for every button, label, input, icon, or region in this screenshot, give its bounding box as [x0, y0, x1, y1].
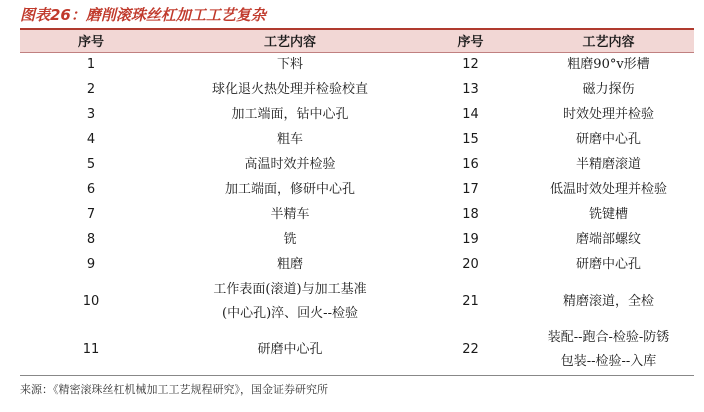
process-cell: [523, 52, 694, 77]
process-text-line: 粗磨: [276, 256, 303, 272]
process-cell: [523, 177, 694, 202]
process-cell: [523, 202, 694, 227]
seq-cell: 20: [462, 256, 479, 272]
header-process-1: 工艺内容: [162, 30, 418, 52]
process-cell: [523, 227, 694, 252]
process-table: [20, 30, 694, 376]
seq-cell: 7: [86, 206, 96, 222]
process-text-line: (中心孔)淬、回火--检验: [222, 305, 358, 321]
seq-cell: 8: [86, 231, 96, 247]
process-cell: [523, 152, 694, 177]
process-text-line: 铣键槽: [588, 206, 628, 222]
seq-cell: 18: [462, 206, 479, 222]
seq-cell: 14: [462, 106, 479, 122]
seq-cell: 17: [462, 181, 479, 197]
process-text-line: 研磨中心孔: [257, 342, 323, 358]
process-cell: [162, 177, 418, 202]
process-cell: [162, 252, 418, 277]
process-cell: [162, 326, 418, 375]
seq-cell: 2: [86, 81, 96, 97]
process-text-line: 研磨中心孔: [575, 256, 641, 272]
process-cell: [523, 102, 694, 127]
seq-cell: 4: [86, 131, 96, 147]
process-text-line: 装配--跑合-检验-防锈: [547, 330, 670, 346]
seq-cell: 1: [86, 56, 96, 72]
seq-cell: 9: [86, 256, 96, 272]
process-text-line: 磨端部螺纹: [575, 231, 641, 247]
table-row: [20, 102, 694, 127]
process-text-line: 粗磨90°v形槽: [567, 56, 650, 72]
figure-title: 图表26：磨削滚珠丝杠加工工艺复杂: [20, 6, 266, 24]
seq-cell: 5: [86, 156, 96, 172]
seq-cell: 16: [462, 156, 479, 172]
process-text-line: 包装--检验--入库: [560, 354, 657, 370]
process-cell: [162, 127, 418, 152]
process-text-line: 精磨滚道，全检: [562, 293, 654, 309]
table-body: [20, 52, 694, 375]
table-row: [20, 227, 694, 252]
process-cell: [523, 77, 694, 102]
seq-cell: 6: [86, 181, 96, 197]
process-text-line: 铣: [283, 231, 297, 247]
table-header-row: [20, 30, 694, 52]
process-text-line: 加工端面，钻中心孔: [231, 106, 349, 122]
process-text-line: 加工端面，修研中心孔: [224, 181, 355, 197]
process-cell: [523, 326, 694, 375]
process-cell: [162, 102, 418, 127]
process-cell: [523, 277, 694, 326]
process-text-line: 工作表面(滚道)与加工基准: [213, 281, 367, 297]
seq-cell: 11: [20, 326, 162, 375]
table-row: [20, 52, 694, 77]
source-note: 来源：《精密滚珠丝杠机械加工工艺规程研究》，国金证券研究所: [20, 383, 328, 396]
process-cell: [523, 127, 694, 152]
process-text-line: 球化退火热处理并检验校直: [211, 81, 368, 97]
process-cell: [162, 52, 418, 77]
seq-cell: 15: [462, 131, 479, 147]
process-cell: [162, 277, 418, 326]
process-cell: [162, 202, 418, 227]
seq-cell: 21: [462, 293, 479, 309]
process-cell: [162, 152, 418, 177]
process-text-line: 粗车: [276, 131, 303, 147]
process-text-line: 高温时效并检验: [244, 156, 336, 172]
table-row: [20, 202, 694, 227]
process-text-line: 磁力探伤: [582, 81, 635, 97]
header-seq-2: 序号: [418, 30, 523, 52]
table-row: [20, 326, 694, 375]
header-seq-1: 序号: [20, 30, 162, 52]
process-text-line: 低温时效处理并检验: [549, 181, 667, 197]
process-cell: [162, 227, 418, 252]
process-text-line: 半精车: [270, 206, 310, 222]
seq-cell: 3: [86, 106, 96, 122]
process-text-line: 时效处理并检验: [562, 106, 654, 122]
table-row: [20, 252, 694, 277]
table-row: [20, 77, 694, 102]
table-row: [20, 152, 694, 177]
header-process-2: 工艺内容: [523, 30, 694, 52]
table-row: [20, 127, 694, 152]
seq-cell: 19: [462, 231, 479, 247]
seq-cell: 22: [418, 326, 523, 375]
process-text-line: 半精磨滚道: [575, 156, 641, 172]
process-cell: [523, 252, 694, 277]
seq-cell: 13: [462, 81, 479, 97]
process-text-line: 下料: [276, 56, 303, 72]
seq-cell: 10: [82, 293, 100, 309]
seq-cell: 12: [462, 56, 479, 72]
process-cell: [162, 77, 418, 102]
process-text-line: 研磨中心孔: [575, 131, 641, 147]
table-row: [20, 277, 694, 326]
table-row: [20, 177, 694, 202]
